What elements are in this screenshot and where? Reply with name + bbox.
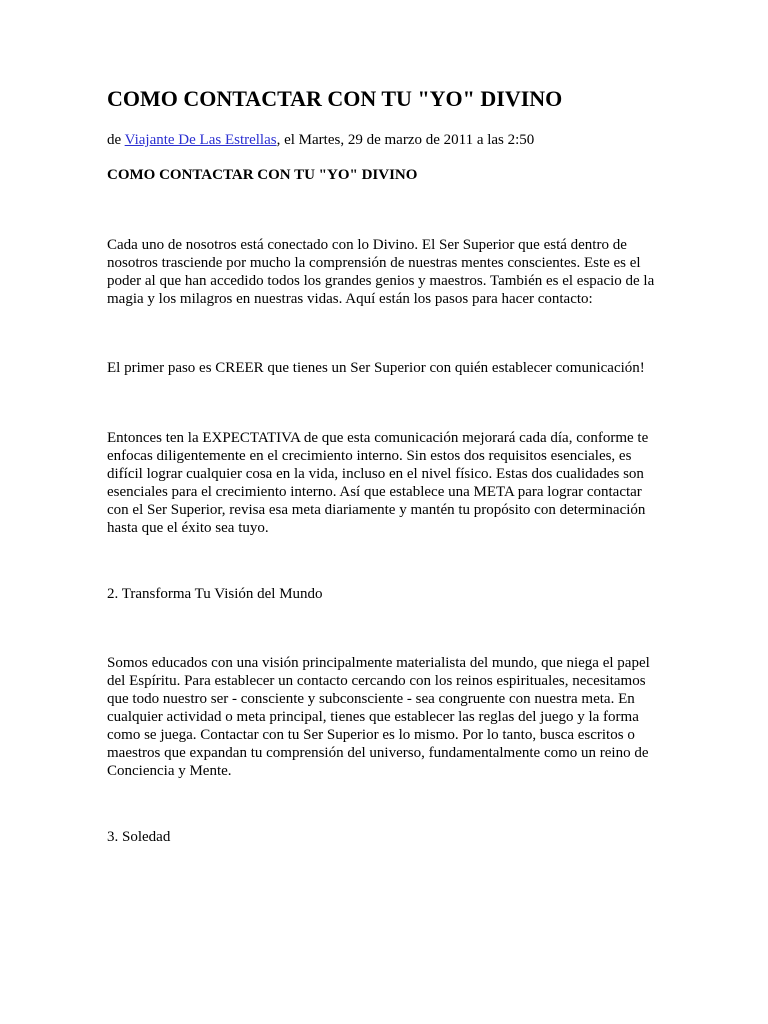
paragraph-line: con el Ser Superior, revisa esa meta diariamente y mantén tu propósito con determinación [107,502,646,518]
paragraph-line: Somos educados con una visión principalmente materialista del mundo, que niega el papel [107,655,650,671]
article-title: COMO CONTACTAR CON TU "YO" DIVINO [107,86,563,111]
paragraph-line: Cada uno de nosotros está conectado con lo Divino. El Ser Superior que está dentro de [107,237,627,253]
byline-date: , el Martes, 29 de marzo de 2011 a las 2:50 [276,132,535,148]
paragraph-vision [107,654,650,780]
author-link[interactable]: Viajante De Las Estrellas [124,132,277,148]
paragraph-line: magia y los milagros en nuestras vidas. Aquí están los pasos para hacer contacto: [107,291,593,307]
paragraph-step-one [107,359,645,377]
paragraph-line: cualquier actividad o meta principal, tienes que establecer las reglas del juego y la forma [107,709,639,725]
section-heading-vision [107,585,323,603]
paragraph-line: poder al que han accedido todos los grandes genios y maestros. También es el espacio de la [107,273,655,289]
paragraph-line: esenciales para el crecimiento interno. Así que establece una META para lograr contactar [107,484,642,500]
paragraph-intro [107,236,654,308]
paragraph-line: enfocas diligentemente en el crecimiento interno. Sin estos dos requisitos esenciales, es [107,448,632,464]
byline-prefix: de [107,132,125,148]
paragraph-expectation [107,429,648,537]
paragraph-line: difícil lograr cualquier cosa en la vida, incluso en el nivel físico. Estas dos cualidades son [107,466,644,482]
paragraph-line: que todo nuestro ser - consciente y subconsciente - sea congruente con nuestra meta. En [107,691,635,707]
paragraph-line: del Espíritu. Para establecer un contacto cercando con los reinos espirituales, necesitamos [107,673,646,689]
paragraph-line: El primer paso es CREER que tienes un Ser Superior con quién establecer comunicación! [107,360,645,376]
paragraph-line: hasta que el éxito sea tuyo. [107,520,269,536]
paragraph-line: 2. Transforma Tu Visión del Mundo [107,586,323,602]
paragraph-line: como se juega. Contactar con tu Ser Superior es lo mismo. Por lo tanto, busca escritos o [107,727,635,743]
paragraph-line: Conciencia y Mente. [107,763,232,779]
paragraph-line: 3. Soledad [107,829,171,845]
paragraph-line: maestros que expandan tu comprensión del universo, fundamentalmente como un reino de [107,745,649,761]
paragraph-line: nosotros trasciende por mucho la comprensión de nuestras mentes conscientes. Este es el [107,255,641,271]
article-subtitle: COMO CONTACTAR CON TU "YO" DIVINO [107,167,418,183]
byline [107,132,534,149]
paragraph-line: Entonces ten la EXPECTATIVA de que esta comunicación mejorará cada día, conforme te [107,430,649,446]
section-heading-soledad [107,828,170,846]
